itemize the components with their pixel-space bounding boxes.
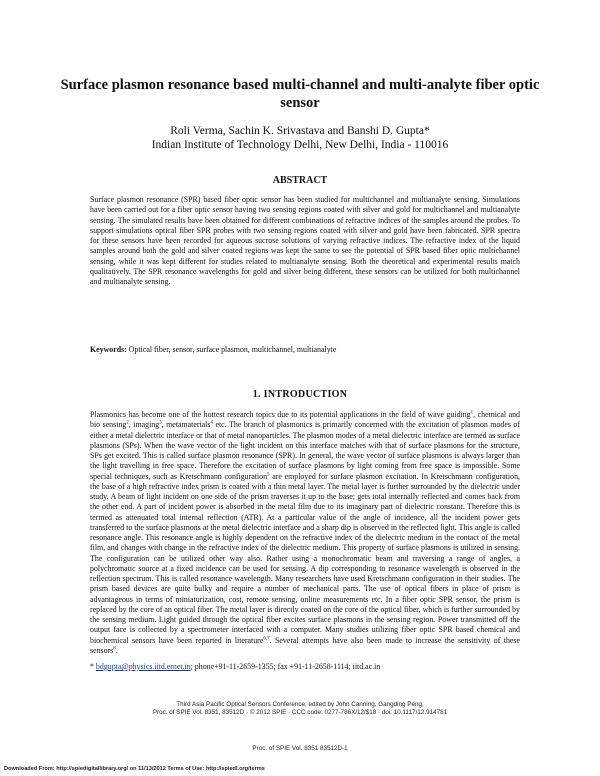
conference-line: Third Asia Pacific Optical Sensors Conference, edited by John Canning, Gangding Peng, [176, 701, 424, 708]
page-number: Proc. of SPIE Vol. 8351 83512D-1 [252, 745, 348, 752]
introduction-text: Plasmonics has become one of the hottest research topics due to its potential applications in the field of wave guiding$^1$, chemical and bio sensing$^2$, imaging$^3$, metamaterials$^4$ etc. The branch of plasmonics is primarily concerned with the excitation of plasmon modes of either a metal dielectric interface or that of metal nanoparticles. The plasmon modes of a metal dielectric interface are termed as surface plasmons (SPs). When the wave vector of the light incident on this interface matches with that of surface plasmons for the structure, SPs get excited. This is called surface plasmon resonance (SPR). In general, the wave vector of surface plasmons is always larger than the light travelling in free space. Therefore the excitation of surface plasmons by light coming from free space is impossible. Some special techniques, such as Kretschmann configuration$^5$ are employed for surface plasmon excitation. In Kretschmann configuration, the base of a high refractive index prism is coated with a thin metal layer. The metal layer is further surrounded by the dielectric under study. A beam of light incident on one side of the prism traverses it up to the base; gets total internally reflected and comes back from the other end. A part of incident power is absorbed in the metal film due to its imaginary part of dielectric constant. Therefore this is termed as attenuated total internal reflection (ATR). At a particular value of the angle of incidence, all the incident power gets transferred to the surface plasmons at the metal dielectric interface and a sharp dip is observed in the reflected light. This angle is called resonance angle. This resonance angle is highly dependent on the refractive index of the dielectric medium in the contact of the metal film, and changes with change in the refractive index of the dielectric medium. This property of surface plasmons is utilized in sensing. The configuration can be utilized other way also. Rather using a monochromatic beam and traversing a range of angles, a polychromatic source at a fixed incidence can be used for sensing. A dip corresponding to resonance wavelength is observed in the reflection spectrum. This is called resonance wavelength. Many researchers have used Kretschmann configuration in their studies. The prism based devices are quite bulky and require a number of mechanical parts. The use of optical fibers in place of prism is advantageous in terms of miniaturization, cost, remote sensing, online measurements etc. In a fiber optic SPR sensor, the prism is replaced by the core of an optical fiber. The metal layer is directly coated on the core of the optical fiber, which is further surrounded by the sensing medium. Light guided through the optical fiber excites surface plasmons in the sensing region. Power transmitted off the output face is collected by a spectrometer interfaced with a computer. Many studies utilizing fiber optic SPR based chemical and biochemical sensors have been reported in literature$^{6,7}$. Several attempts have also been made to increase the sensitivity of these sensors$^8$. [90, 410, 521, 655]
conference-footer [40, 701, 560, 717]
author-email-link[interactable]: bdgupta@physics.iitd.ernet.in [95, 662, 191, 671]
download-notice: Downloaded From: http://spiedigitallibrary.org/ on 11/13/2012 Terms of Use: http://spiedl.org/terms [4, 766, 265, 772]
keywords-label: Keywords: [90, 345, 127, 354]
authors: Roli Verma, Sachin K. Srivastava and Banshi D. Gupta* [170, 125, 430, 137]
corresponding-author-footnote: * bdgupta@physics.iitd.ernet.in; phone+91-11-2659-1355; fax +91-11-2658-1114; iitd.ac.in [90, 662, 381, 671]
affiliation: Indian Institute of Technology Delhi, New Delhi, India - 110016 [151, 139, 449, 151]
section-heading-introduction: 1. INTRODUCTION [252, 389, 348, 400]
paper-title: Surface plasmon resonance based multi-channel and multi-analyte fiber optic sensor [60, 77, 540, 111]
keywords-text: Optical fiber, sensor, surface plasmon, multichannel, multianalyte [126, 345, 337, 354]
keywords [90, 345, 520, 354]
proc-line: Proc. of SPIE Vol. 8351, 83512D · © 2012 SPIE · CCC code: 0277-786X/12/$18 · doi: 10.1117/12.914781 [152, 709, 448, 716]
abstract-text: Surface plasmon resonance (SPR) based fiber optic sensor has been studied for multichannel and multianalyte sensing. Simulations have been carried out for a fiber optic sensor having two sensing regions coated with silver and gold for multichannel and multianalyte sensing. The simulated results have been obtained for different combinations of refractive indices of the samples around the probes. To support simulations optical fiber SPR probes with two sensing regions coated with silver and gold have been fabricated. SPR spectra for these sensors have been recorded for aqueous sucrose solutions of varying refractive indices. The refractive index of the liquid samples around both the gold and silver coated regions was kept the same to see the potential of SPR based fiber optic multichannel sensing, while it was kept different for studies related to multianalyte sensing. Both the theoretical and experimental results match qualitatively. The SPR resonance wavelengths for gold and silver being different, these sensors can be utilized for both multichannel and multianalyte sensing. [90, 195, 520, 286]
author-block [40, 124, 560, 152]
abstract-heading: ABSTRACT [272, 175, 328, 186]
